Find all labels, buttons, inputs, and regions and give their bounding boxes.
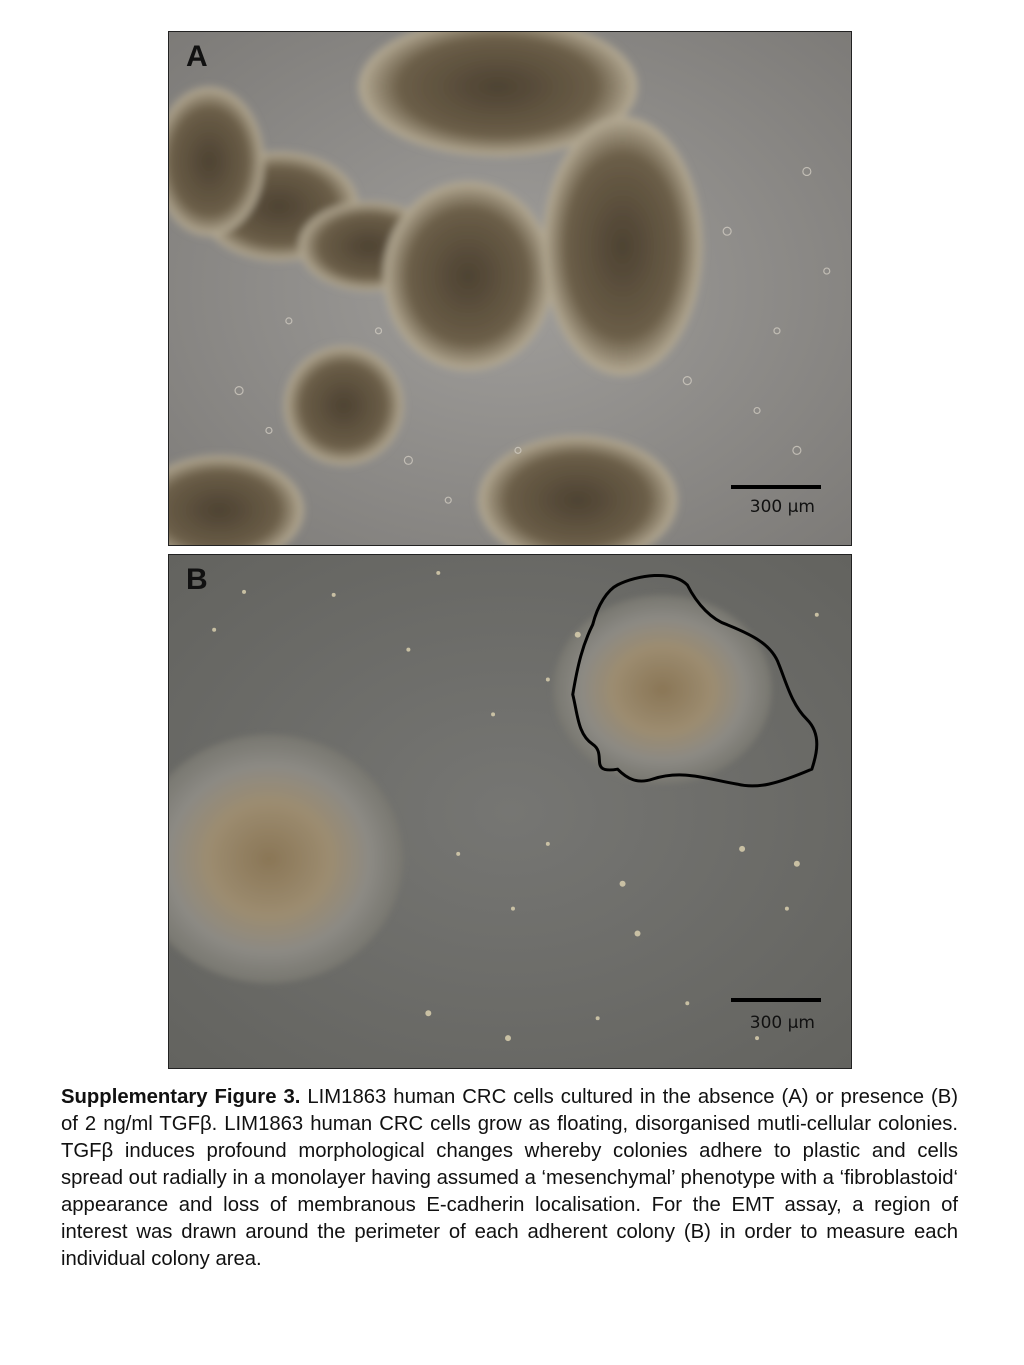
panel-label-a: A [186,40,208,73]
scale-bar-b [731,998,821,1002]
scale-bar-a [731,485,821,489]
scale-bar-label-b: 300 µm [749,1013,815,1033]
micrograph-panel-a [168,31,852,546]
micrograph-a-image [169,32,851,545]
panel-label-b: B [186,563,208,596]
caption-title: Supplementary Figure 3. [61,1086,301,1108]
micrograph-panel-b [168,554,852,1069]
figure-caption [61,1084,958,1273]
scale-bar-label-a: 300 µm [749,497,815,517]
caption-text: LIM1863 human CRC cells cultured in the absence (A) or presence (B) of 2 ng/ml TGFβ. LIM1863 human CRC cells grow as floating, disorganised mutli-cellular colonies. TGFβ induces profound morphological changes whereby colonies adhere to plastic and cells spread out radially in a monolayer having assumed a ‘mesenchymal’ phenotype with a ‘fibroblastoid‘ appearance and loss of membranous E-cadherin localisation. For the EMT assay, a region of interest was drawn around the perimeter of each adherent colony (B) in order to measure each individual colony area. [61,1086,959,1270]
micrograph-b-image [169,555,851,1068]
